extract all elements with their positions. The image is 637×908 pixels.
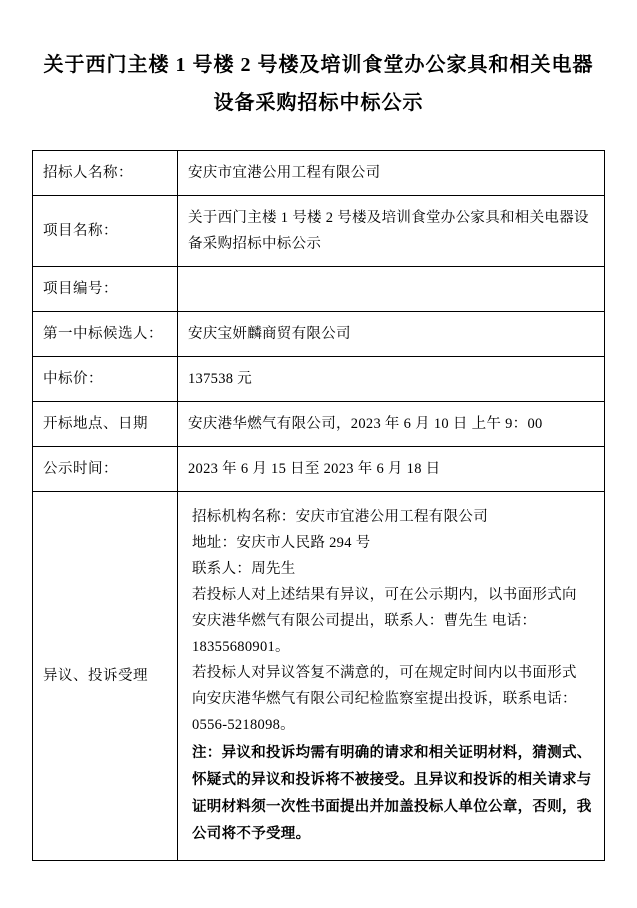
complaint-line: 向安庆港华燃气有限公司纪检监察室提出投诉，联系电话： bbox=[192, 691, 577, 707]
complaint-line: 招标机构名称：安庆市宜港公用工程有限公司 bbox=[192, 509, 488, 525]
row-value-open-place-date: 安庆港华燃气有限公司，2023 年 6 月 10 日 上午 9：00 bbox=[178, 402, 605, 447]
row-label-project-number: 项目编号： bbox=[33, 267, 178, 312]
row-value-bidder-name: 安庆市宜港公用工程有限公司 bbox=[178, 151, 605, 196]
row-label-open-place-date: 开标地点、日期 bbox=[33, 402, 178, 447]
row-label-first-candidate: 第一中标候选人： bbox=[33, 312, 178, 357]
table-row bbox=[33, 196, 605, 267]
complaint-line: 0556-5218098。 bbox=[192, 717, 295, 733]
table-row bbox=[33, 447, 605, 492]
table-row bbox=[33, 312, 605, 357]
page-title-line-2: 设备采购招标中标公示 bbox=[213, 92, 424, 114]
table-row bbox=[33, 402, 605, 447]
row-label-publicity-period: 公示时间： bbox=[33, 447, 178, 492]
row-value-project-number bbox=[178, 267, 605, 312]
complaint-note: 注：异议和投诉均需有明确的请求和相关证明材料，猜测式、怀疑式的异议和投诉将不被接受。且异议和投诉的相关请求与证明材料须一次性书面提出并加盖投标人单位公章，否则，我公司将不予受理。 bbox=[192, 745, 592, 842]
complaint-line: 若投标人对上述结果有异议，可在公示期内，以书面形式向 bbox=[192, 587, 577, 603]
row-value-first-candidate: 安庆宝妍麟商贸有限公司 bbox=[178, 312, 605, 357]
row-value-bid-price: 137538 元 bbox=[178, 357, 605, 402]
page-title bbox=[32, 0, 605, 122]
complaint-line: 地址：安庆市人民路 294 号 bbox=[192, 535, 371, 551]
row-label-project-name: 项目名称： bbox=[33, 196, 178, 267]
row-value-project-name: 关于西门主楼 1 号楼 2 号楼及培训食堂办公家具和相关电器设备采购招标中标公示 bbox=[178, 196, 605, 267]
row-label-bid-price: 中标价： bbox=[33, 357, 178, 402]
table-row-complaint bbox=[33, 492, 605, 861]
page-title-line-1: 关于西门主楼 1 号楼 2 号楼及培训食堂办公家具和相关电器 bbox=[43, 54, 594, 76]
table-row bbox=[33, 357, 605, 402]
row-label-complaint: 异议、投诉受理 bbox=[33, 492, 178, 861]
complaint-line: 安庆港华燃气有限公司提出，联系人：曹先生 电话： bbox=[192, 613, 537, 629]
row-value-complaint bbox=[178, 492, 605, 861]
table-row bbox=[33, 151, 605, 196]
table-row bbox=[33, 267, 605, 312]
row-label-bidder-name: 招标人名称： bbox=[33, 151, 178, 196]
complaint-line: 18355680901。 bbox=[192, 639, 290, 655]
complaint-line: 若投标人对异议答复不满意的，可在规定时间内以书面形式 bbox=[192, 665, 577, 681]
complaint-line: 联系人：周先生 bbox=[192, 561, 296, 577]
row-value-publicity-period: 2023 年 6 月 15 日至 2023 年 6 月 18 日 bbox=[178, 447, 605, 492]
notice-table bbox=[32, 150, 605, 861]
